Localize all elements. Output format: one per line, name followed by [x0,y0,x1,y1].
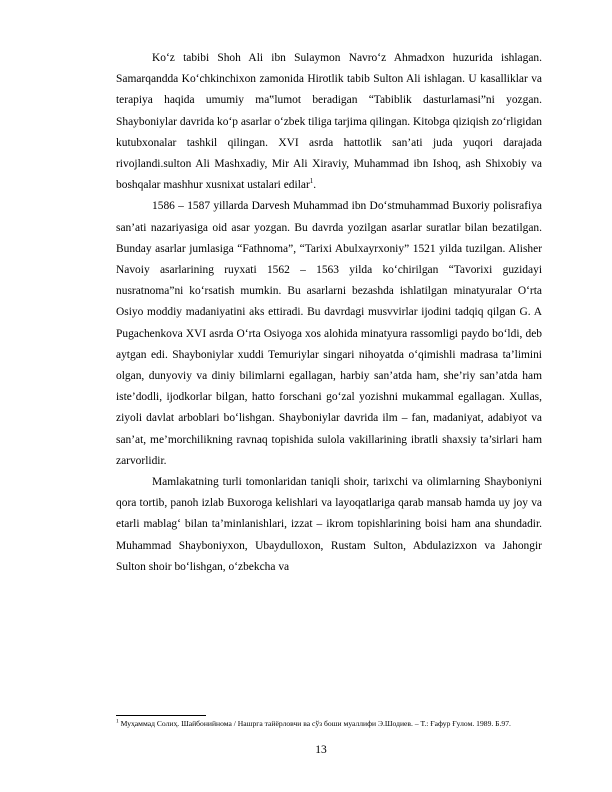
paragraph-1-end: . [313,179,317,192]
footnote-number: 1 [116,718,119,725]
paragraph-1 [116,48,542,196]
paragraph-3 [116,472,542,578]
page-number: 13 [315,744,327,756]
paragraph-1-text: Ko‘z tabibi Shoh Ali ibn Sulaymon Navro‘z Ahmadxon huzurida ishlagan. Samarqandda Ko‘chkinchixon zamonida Hirotlik tabib Sulton Ali ishlagan. U kasalliklar va terapiya haqida umumiy ma‟lumot beradigan “Tabiblik dasturlamasi”ni yozgan. Shayboniylar davrida ko‘p asarlar o‘zbek tiliga tarjima qilingan. Kitobga qiziqish zo‘rligidan kutubxonalar tashkil qilingan. XVI asrda hattotlik san’ati juda yuqori darajada rivojlandi.sulton Ali Mashxadiy, Mir Ali Xiraviy, Muhammad ibn Ishoq, ash Shixobiy va boshqalar mashhur xusnixat ustalari edilar [116,52,542,192]
footnote [116,719,542,729]
footnote-separator [116,715,206,716]
footnote-text: Муҳаммад Солиҳ. Шайбонийнома / Нашрга тайёрловчи ва сўз боши муаллифи Э.Шодиев. – Т.: Ғафур Ғулом. 1989. Б.97. [118,719,511,728]
paragraph-2-text: 1586 – 1587 yillarda Darvesh Muhammad ibn Do‘stmuhammad Buxoriy polisrafiya san’ati nazariyasiga oid asar yozgan. Bu davrda yozilgan asarlar suratlar bilan bezatilgan. Bunday asarlar jumlasiga “Fathnoma”, “Tarixi Abulxayrxoniy” 1521 yilda tuzilgan. Alisher Navoiy asarlarining ruyxati 1562 – 1563 yilda ko‘chirilgan “Tavorixi guzidayi nusratnoma”ni ko‘rsatish mumkin. Bu asarlarni bezashda ishlatilgan minatyuralar O‘rta Osiyo moddiy madaniyatini aks ettiradi. Bu davrdagi musvvirlar ijodini tadqiq qilgan G. A Pugachenkova XVI asrda O‘rta Osiyoga xos alohida minatyura rassomligi paydo bo‘ldi, deb aytgan edi. Shayboniylar xuddi Temuriylar singari nihoyatda o‘qimishli madrasa ta’limini olgan, dunyoviy va diniy bilimlarni egallagan, harbiy san’atda ham, she’riy san’atda ham iste’dodli, ijodkorlar bilgan, hatto forschani go‘zal yozishni mukammal egallagan. Xullas, ziyoli davlat arboblari bo‘lishgan. Shayboniylar davrida ilm – fan, madaniyat, adabiyot va san’at, me’morchilikning ravnaq topishida sulola vakillarining ibratli shaxsiy ta’sirlari ham zarvorlidir. [116,200,542,467]
paragraph-2 [116,196,542,472]
paragraph-3-text: Mamlakatning turli tomonlaridan taniqli shoir, tarixchi va olimlarning Shayboniyni qora tortib, panoh izlab Buxoroga kelishlari va layoqatlariga qarab mansab hamda uy joy va etarli mablag‘ bilan ta’minlanishlari, izzat – ikrom topishlarining boisi ham ana shundadir. Muhammad Shayboniyxon, Ubaydulloxon, Rustam Sulton, Abdulazizxon va Jahongir Sulton shoir bo‘lishgan, o‘zbekcha va [116,476,542,573]
body-text [116,48,542,578]
footnote-reference[interactable]: 1 [309,177,314,186]
